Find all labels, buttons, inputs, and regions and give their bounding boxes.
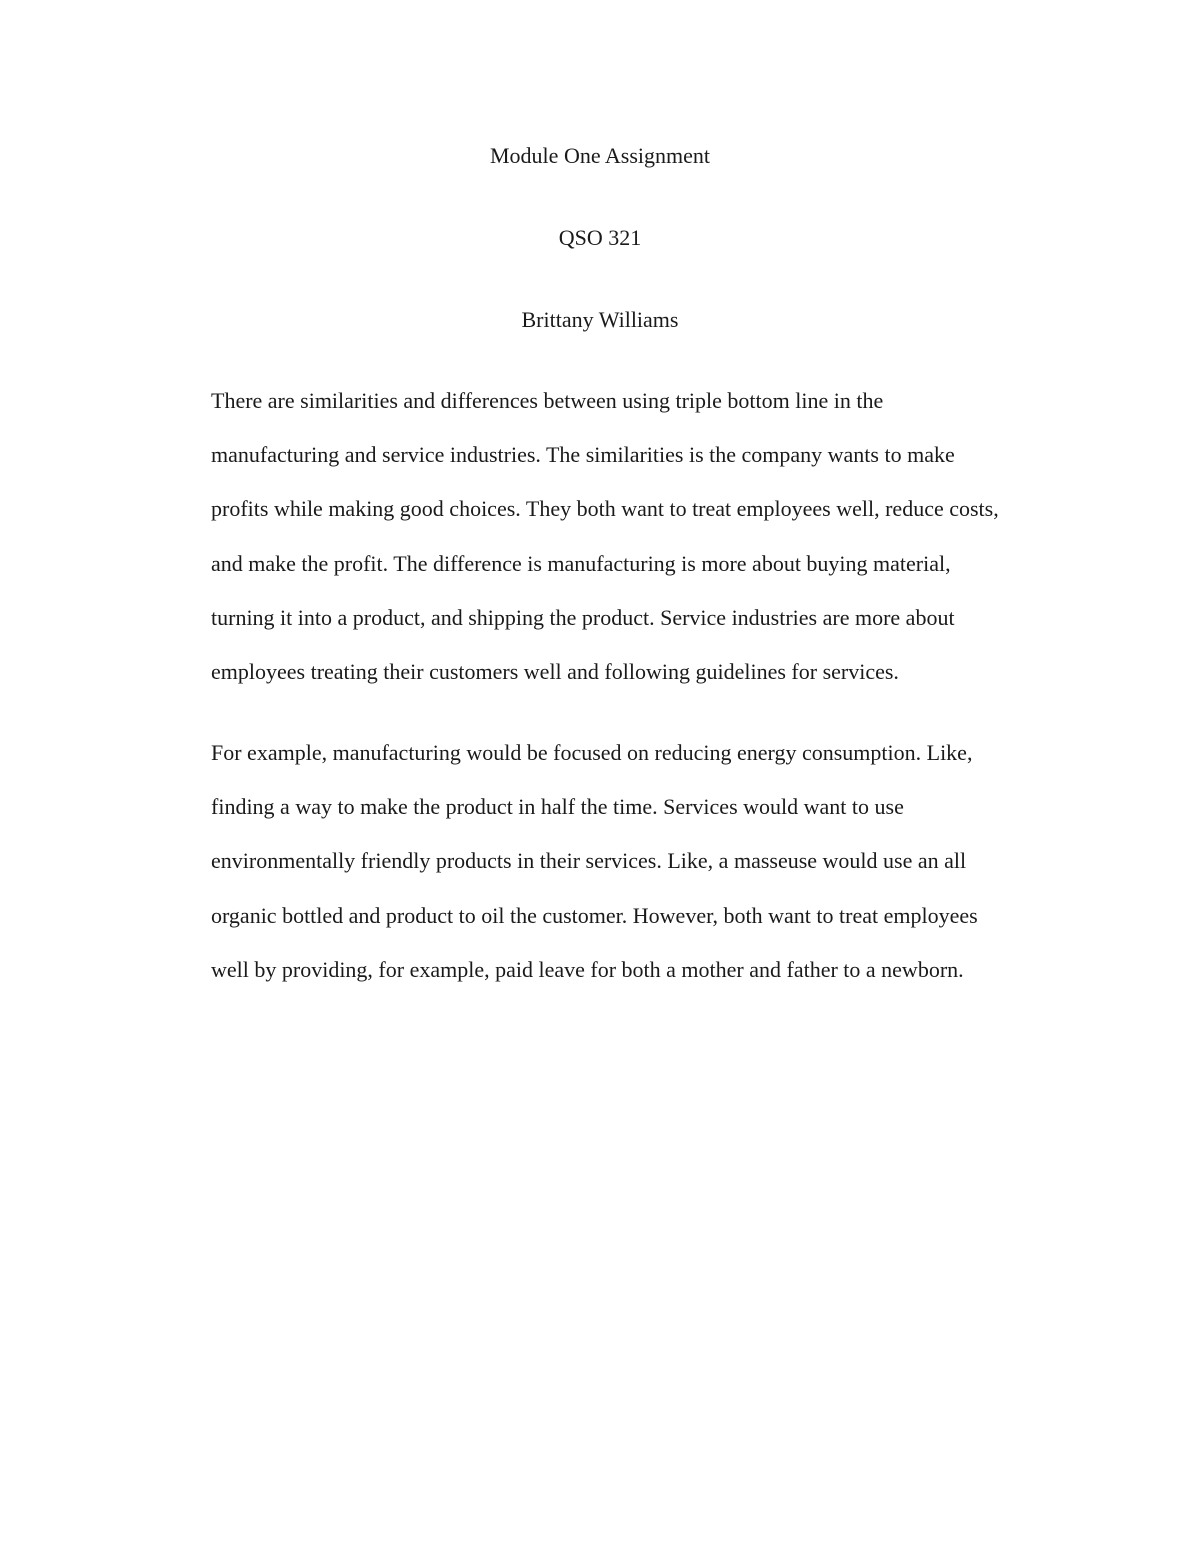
paragraph-line: employees treating their customers well and following guidelines for services. [211,659,899,685]
paragraph-line: environmentally friendly products in their services. Like, a masseuse would use an all [211,848,967,874]
paragraph-line: For example, manufacturing would be focused on reducing energy consumption. Like, [211,740,973,765]
paragraph-line: profits while making good choices. They both want to treat employees well, reduce costs, [211,496,999,522]
paragraph-line: and make the profit. The difference is manufacturing is more about buying material, [211,550,951,576]
body-paragraph-1 [211,374,1071,699]
paragraph-line: turning it into a product, and shipping the product. Service industries are more about [211,604,955,630]
paragraph-line: well by providing, for example, paid leave for both a mother and father to a newborn. [211,956,964,982]
author-name: Brittany Williams [521,307,679,332]
paragraph-line: manufacturing and service industries. The similarities is the company wants to make [211,442,955,468]
paragraph-line: organic bottled and product to oil the customer. However, both want to treat employees [211,902,978,928]
document-title: Module One Assignment [490,143,710,168]
body-paragraph-2 [211,726,1071,997]
paragraph-line: There are similarities and differences between using triple bottom line in the [211,388,884,413]
course-code: QSO 321 [558,225,642,250]
paragraph-line: finding a way to make the product in half the time. Services would want to use [211,794,904,820]
